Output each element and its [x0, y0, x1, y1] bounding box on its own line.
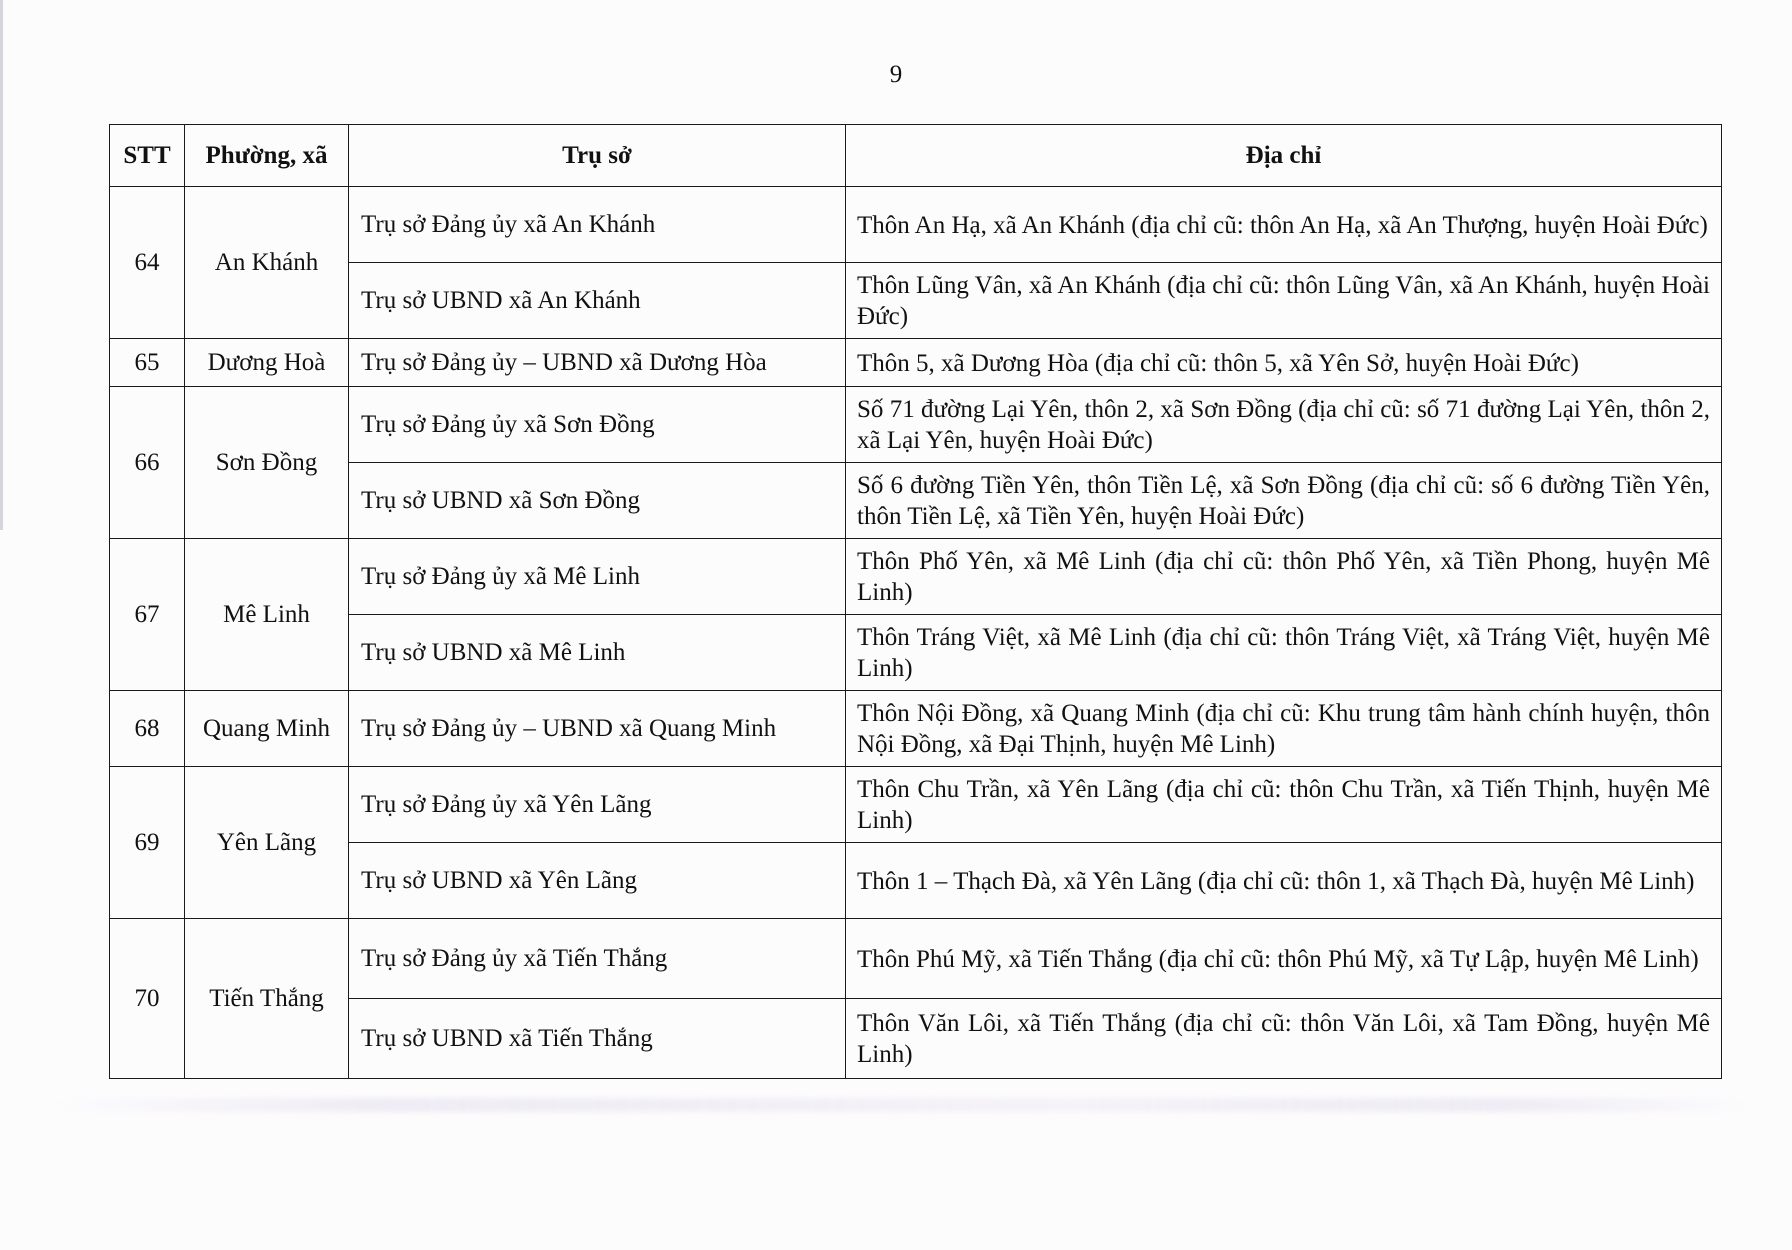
address-cell: Thôn 5, xã Dương Hòa (địa chỉ cũ: thôn 5, xã Yên Sở, huyện Hoài Đức) — [846, 339, 1722, 387]
office-cell: Trụ sở Đảng ủy – UBND xã Quang Minh — [349, 691, 846, 767]
table-row — [110, 539, 1722, 615]
office-cell: Trụ sở UBND xã Yên Lãng — [349, 843, 846, 919]
address-cell: Thôn Phú Mỹ, xã Tiến Thắng (địa chỉ cũ: thôn Phú Mỹ, xã Tự Lập, huyện Mê Linh) — [846, 919, 1722, 999]
table-row — [110, 767, 1722, 843]
table-header-row — [110, 125, 1722, 187]
header-stt: STT — [110, 125, 185, 187]
office-cell: Trụ sở Đảng ủy xã Yên Lãng — [349, 767, 846, 843]
address-cell: Thôn Phố Yên, xã Mê Linh (địa chỉ cũ: thôn Phố Yên, xã Tiền Phong, huyện Mê Linh) — [846, 539, 1722, 615]
table-row — [110, 463, 1722, 539]
table-row — [110, 843, 1722, 919]
stt-cell: 69 — [110, 767, 185, 919]
table-row — [110, 387, 1722, 463]
stt-cell: 66 — [110, 387, 185, 539]
table-row — [110, 691, 1722, 767]
address-cell: Thôn Lũng Vân, xã An Khánh (địa chỉ cũ: thôn Lũng Vân, xã An Khánh, huyện Hoài Đức) — [846, 263, 1722, 339]
table-row — [110, 263, 1722, 339]
stt-cell: 65 — [110, 339, 185, 387]
office-cell: Trụ sở UBND xã Mê Linh — [349, 615, 846, 691]
office-address-table — [109, 124, 1722, 1079]
office-cell: Trụ sở UBND xã Sơn Đồng — [349, 463, 846, 539]
office-cell: Trụ sở UBND xã An Khánh — [349, 263, 846, 339]
table-row — [110, 919, 1722, 999]
table-row — [110, 187, 1722, 263]
table-row — [110, 999, 1722, 1079]
stt-cell: 70 — [110, 919, 185, 1079]
office-cell: Trụ sở UBND xã Tiến Thắng — [349, 999, 846, 1079]
ward-cell: Tiến Thắng — [185, 919, 349, 1079]
ward-cell: Mê Linh — [185, 539, 349, 691]
ward-cell: Quang Minh — [185, 691, 349, 767]
office-cell: Trụ sở Đảng ủy xã Tiến Thắng — [349, 919, 846, 999]
address-cell: Số 6 đường Tiền Yên, thôn Tiền Lệ, xã Sơn Đồng (địa chỉ cũ: số 6 đường Tiền Yên, thôn Tiền Lệ, xã Tiền Yên, huyện Hoài Đức) — [846, 463, 1722, 539]
address-cell: Thôn Văn Lôi, xã Tiến Thắng (địa chỉ cũ: thôn Văn Lôi, xã Tam Đồng, huyện Mê Linh) — [846, 999, 1722, 1079]
ward-cell: An Khánh — [185, 187, 349, 339]
table-row — [110, 615, 1722, 691]
address-cell: Thôn Tráng Việt, xã Mê Linh (địa chỉ cũ: thôn Tráng Việt, xã Tráng Việt, huyện Mê Linh) — [846, 615, 1722, 691]
address-cell: Thôn Chu Trần, xã Yên Lãng (địa chỉ cũ: thôn Chu Trần, xã Tiến Thịnh, huyện Mê Linh) — [846, 767, 1722, 843]
office-cell: Trụ sở Đảng ủy xã An Khánh — [349, 187, 846, 263]
address-cell: Thôn 1 – Thạch Đà, xã Yên Lãng (địa chỉ cũ: thôn 1, xã Thạch Đà, huyện Mê Linh) — [846, 843, 1722, 919]
address-cell: Thôn Nội Đồng, xã Quang Minh (địa chỉ cũ: Khu trung tâm hành chính huyện, thôn Nội Đồng, xã Đại Thịnh, huyện Mê Linh) — [846, 691, 1722, 767]
office-cell: Trụ sở Đảng ủy – UBND xã Dương Hòa — [349, 339, 846, 387]
stt-cell: 68 — [110, 691, 185, 767]
office-cell: Trụ sở Đảng ủy xã Mê Linh — [349, 539, 846, 615]
header-address: Địa chỉ — [846, 125, 1722, 187]
stt-cell: 67 — [110, 539, 185, 691]
address-cell: Thôn An Hạ, xã An Khánh (địa chỉ cũ: thôn An Hạ, xã An Thượng, huyện Hoài Đức) — [846, 187, 1722, 263]
ward-cell: Dương Hoà — [185, 339, 349, 387]
table-row — [110, 339, 1722, 387]
ward-cell: Yên Lãng — [185, 767, 349, 919]
header-office: Trụ sở — [349, 125, 846, 187]
address-cell: Số 71 đường Lại Yên, thôn 2, xã Sơn Đồng (địa chỉ cũ: số 71 đường Lại Yên, thôn 2, xã Lại Yên, huyện Hoài Đức) — [846, 387, 1722, 463]
page-number: 9 — [889, 61, 903, 88]
header-ward: Phường, xã — [185, 125, 349, 187]
office-cell: Trụ sở Đảng ủy xã Sơn Đồng — [349, 387, 846, 463]
scan-smudge — [40, 1098, 1760, 1112]
ward-cell: Sơn Đồng — [185, 387, 349, 539]
stt-cell: 64 — [110, 187, 185, 339]
